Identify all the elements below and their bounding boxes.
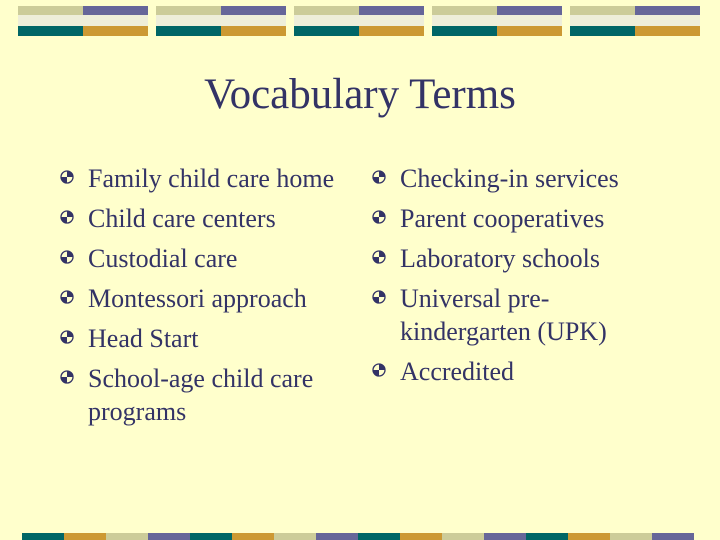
term-text: Checking-in services <box>400 164 619 193</box>
decor-segment <box>106 533 148 540</box>
decor-segment <box>442 533 484 540</box>
term-text: Accredited <box>400 357 515 386</box>
term-text: Universal pre-kindergarten (UPK) <box>400 284 607 346</box>
bullet-icon <box>372 250 386 264</box>
decor-segment <box>22 533 64 540</box>
left-term-list <box>60 162 340 435</box>
decor-segment <box>148 533 190 540</box>
bullet-icon <box>60 170 74 184</box>
list-item <box>60 242 340 275</box>
decor-segment <box>316 533 358 540</box>
bullet-icon <box>372 290 386 304</box>
top-decorative-band <box>0 6 720 36</box>
term-text: Head Start <box>88 324 199 353</box>
bullet-icon <box>60 370 74 384</box>
bullet-icon <box>60 290 74 304</box>
list-item <box>372 355 672 388</box>
bullet-icon <box>372 210 386 224</box>
term-text: School-age child care programs <box>88 364 314 426</box>
decor-segment <box>484 533 526 540</box>
decor-segment <box>652 533 694 540</box>
bullet-icon <box>60 250 74 264</box>
term-text: Laboratory schools <box>400 244 601 273</box>
list-item <box>60 162 340 195</box>
bullet-icon <box>60 210 74 224</box>
bottom-decorative-band <box>0 533 720 540</box>
decor-block <box>570 6 700 36</box>
term-text: Montessori approach <box>88 284 307 313</box>
term-text: Parent cooperatives <box>400 204 605 233</box>
list-item <box>372 162 672 195</box>
decor-segment <box>358 533 400 540</box>
decor-segment <box>568 533 610 540</box>
bullet-icon <box>372 170 386 184</box>
decor-segment <box>64 533 106 540</box>
list-item <box>60 282 340 315</box>
bullet-icon <box>372 363 386 377</box>
list-item <box>372 282 672 348</box>
decor-block <box>432 6 562 36</box>
decor-segment <box>400 533 442 540</box>
decor-block <box>294 6 424 36</box>
slide-title: Vocabulary Terms <box>204 71 516 118</box>
list-item <box>60 322 340 355</box>
decor-block <box>18 6 148 36</box>
term-text: Child care centers <box>88 204 276 233</box>
list-item <box>372 242 672 275</box>
decor-segment <box>190 533 232 540</box>
decor-segment <box>526 533 568 540</box>
list-item <box>60 202 340 235</box>
term-text: Family child care home <box>88 164 335 193</box>
right-term-list <box>372 162 672 395</box>
decor-segment <box>232 533 274 540</box>
decor-block <box>156 6 286 36</box>
decor-segment <box>274 533 316 540</box>
list-item <box>372 202 672 235</box>
decor-segment <box>610 533 652 540</box>
bullet-icon <box>60 330 74 344</box>
list-item <box>60 362 340 428</box>
term-text: Custodial care <box>88 244 238 273</box>
